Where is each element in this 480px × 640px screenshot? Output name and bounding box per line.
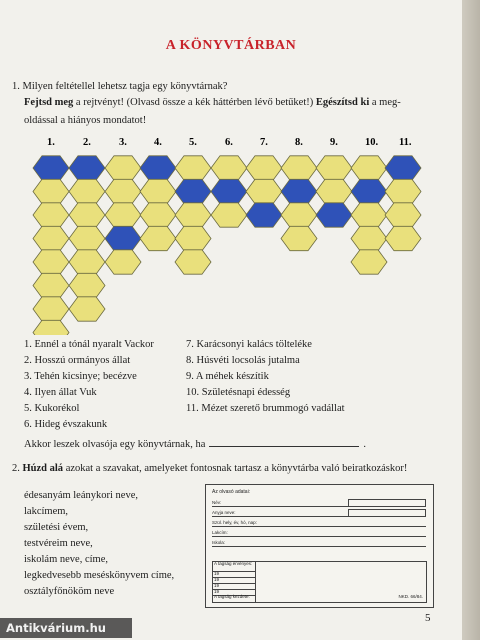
word-option[interactable]: legkedvesebb meséskönyvem címe, <box>24 570 175 581</box>
hex-cell-blue[interactable] <box>246 203 282 227</box>
card-validity-row: 19 <box>213 589 256 596</box>
column-number: 2. <box>83 137 91 148</box>
card-code: NKD. 66/84. <box>398 594 423 599</box>
card-validity-row: 19 <box>213 577 256 584</box>
clue-item: 5. Kukorékol <box>24 403 80 414</box>
hex-cell[interactable] <box>281 203 317 227</box>
hex-cell[interactable] <box>385 226 421 250</box>
hex-cell-blue[interactable] <box>281 179 317 203</box>
hex-cell[interactable] <box>246 156 282 180</box>
column-number: 9. <box>330 137 338 148</box>
hex-cell[interactable] <box>140 203 176 227</box>
hex-cell[interactable] <box>105 156 141 180</box>
question-1-instruction: Fejtsd meg a rejtvényt! (Olvasd össze a kék háttérben lévő betűket!) Egészítsd ki a meg- <box>24 97 401 108</box>
column-number: 4. <box>154 137 162 148</box>
column-number: 10. <box>365 137 379 148</box>
card-validity-row: 19 <box>213 571 256 578</box>
hex-cell[interactable] <box>140 179 176 203</box>
hex-cell[interactable] <box>175 156 211 180</box>
hex-cell[interactable] <box>175 226 211 250</box>
hex-cell[interactable] <box>69 297 105 321</box>
column-number: 3. <box>119 137 127 148</box>
hex-cell[interactable] <box>33 320 69 335</box>
watermark: Antikvárium.hu <box>0 618 132 638</box>
hex-cell[interactable] <box>69 203 105 227</box>
hex-cell[interactable] <box>175 250 211 274</box>
hex-cell[interactable] <box>351 203 387 227</box>
card-validity-box <box>212 561 256 603</box>
column-number: 5. <box>189 137 197 148</box>
question-2-text: 2. Húzd alá azokat a szavakat, amelyeket fontosnak tartasz a könyvtárba való beiratkozáskor! <box>12 463 408 474</box>
clue-item: 1. Ennél a tónál nyaralt Vackor <box>24 339 154 350</box>
hex-cell-blue[interactable] <box>175 179 211 203</box>
hex-cell-blue[interactable] <box>211 179 247 203</box>
hex-cell[interactable] <box>69 226 105 250</box>
hex-cell[interactable] <box>69 273 105 297</box>
page-edge <box>462 0 480 640</box>
column-number: 11. <box>399 137 412 148</box>
column-number: 8. <box>295 137 303 148</box>
clue-item: 3. Tehén kicsinye; becézve <box>24 371 137 382</box>
column-number: 6. <box>225 137 233 148</box>
word-option[interactable]: születési évem, <box>24 522 89 533</box>
page-number: 5 <box>425 612 431 624</box>
clue-item: 6. Hideg évszakunk <box>24 419 108 430</box>
hex-cell[interactable] <box>281 156 317 180</box>
hex-cell[interactable] <box>33 226 69 250</box>
hex-cell[interactable] <box>175 203 211 227</box>
hex-cell[interactable] <box>351 250 387 274</box>
question-1-text: 1. Milyen feltétellel lehetsz tagja egy könyvtárnak? <box>12 81 228 92</box>
hex-cell[interactable] <box>351 226 387 250</box>
card-validity-row: 19 <box>213 583 256 590</box>
hexagon-crossword <box>0 130 462 335</box>
hex-cell-blue[interactable] <box>105 226 141 250</box>
column-number: 1. <box>47 137 55 148</box>
hex-cell-blue[interactable] <box>69 156 105 180</box>
question-1-instruction-cont: oldással a hiányos mondatot! <box>24 115 147 126</box>
column-number: 7. <box>260 137 268 148</box>
hex-cell-blue[interactable] <box>385 156 421 180</box>
card-field: Név: <box>212 499 426 507</box>
clue-item: 7. Karácsonyi kalács töltelékе <box>186 339 312 350</box>
page-title: A KÖNYVTÁRBAN <box>165 38 297 53</box>
completion-sentence: Akkor leszek olvasója egy könyvtárnak, ha . <box>24 439 366 450</box>
hex-cell[interactable] <box>105 250 141 274</box>
hex-cell[interactable] <box>33 179 69 203</box>
hex-cell[interactable] <box>140 226 176 250</box>
hex-cell[interactable] <box>33 250 69 274</box>
hex-cell[interactable] <box>385 179 421 203</box>
clue-item: 10. Születésnapi édesség <box>186 387 291 398</box>
clue-item: 11. Mézet szerető brummogó vadállat <box>186 403 345 414</box>
library-card <box>205 484 434 608</box>
hex-cell[interactable] <box>316 156 352 180</box>
card-field: Szül. hely, év, hó, nap: <box>212 519 426 527</box>
hex-cell[interactable] <box>33 297 69 321</box>
hex-cell[interactable] <box>246 179 282 203</box>
hex-cell[interactable] <box>281 226 317 250</box>
card-validity-label: A tagság érvényes: <box>213 562 256 572</box>
hex-cell[interactable] <box>385 203 421 227</box>
hex-cell-blue[interactable] <box>351 179 387 203</box>
hex-cell[interactable] <box>351 156 387 180</box>
answer-blank[interactable] <box>209 437 359 447</box>
clue-item: 2. Hosszú ormányos állat <box>24 355 131 366</box>
card-field: Lakcím: <box>212 529 426 537</box>
hex-cell[interactable] <box>33 273 69 297</box>
hex-cell[interactable] <box>33 203 69 227</box>
hex-cell[interactable] <box>69 250 105 274</box>
hex-cell[interactable] <box>211 156 247 180</box>
hex-cell[interactable] <box>69 179 105 203</box>
hex-cell-blue[interactable] <box>316 203 352 227</box>
clue-item: 8. Húsvéti locsolás jutalma <box>186 355 300 366</box>
hex-cell[interactable] <box>211 203 247 227</box>
hex-cell-blue[interactable] <box>140 156 176 180</box>
word-option[interactable]: édesanyám leánykori neve, <box>24 490 138 501</box>
word-option[interactable]: osztályfőnököm neve <box>24 586 115 597</box>
card-field: Anyja neve: <box>212 509 426 517</box>
hex-cell[interactable] <box>105 203 141 227</box>
clue-item: 9. A méhek készítik <box>186 371 269 382</box>
word-option[interactable]: testvéreim neve, <box>24 538 93 549</box>
word-option[interactable]: lakcímem, <box>24 506 69 517</box>
card-field: Iskola: <box>212 539 426 547</box>
hex-cell[interactable] <box>316 179 352 203</box>
clue-item: 4. Ilyen állat Vuk <box>24 387 97 398</box>
card-title: Az olvasó adatai: <box>212 489 251 495</box>
hex-cell-blue[interactable] <box>33 156 69 180</box>
card-start-label: A tagság kezdete: <box>214 594 250 599</box>
word-option[interactable]: iskolám neve, címe, <box>24 554 108 565</box>
hex-cell[interactable] <box>105 179 141 203</box>
